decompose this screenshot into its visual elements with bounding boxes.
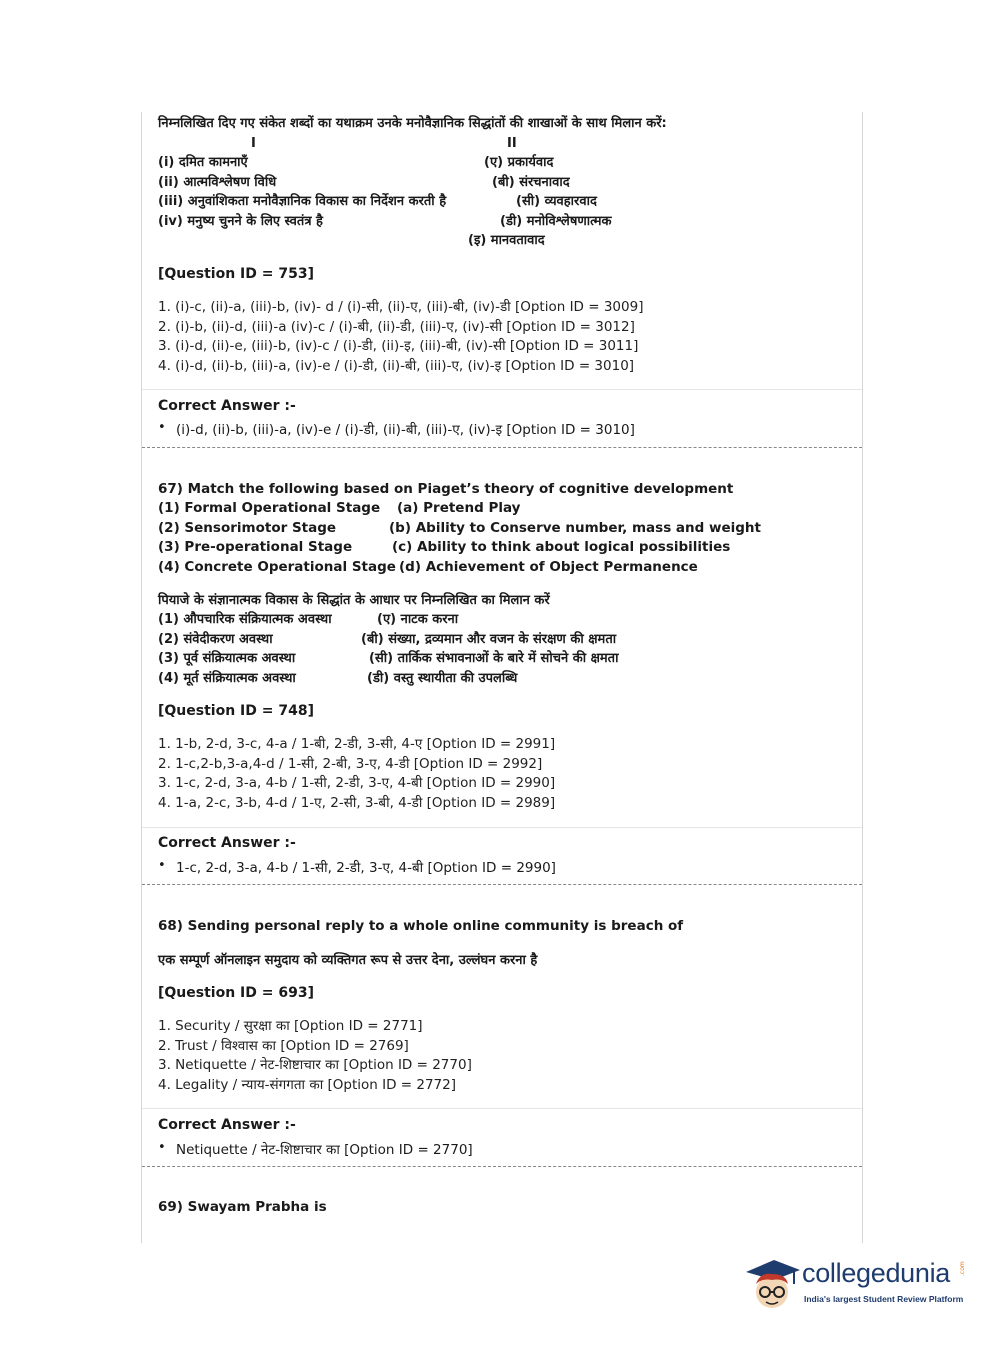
right-item: (बी) संख्या, द्रव्यमान और वजन के संरक्षण की क्षमता bbox=[361, 632, 617, 647]
question-title: 67) Match the following based on Piaget’s theory of cognitive development bbox=[158, 481, 734, 497]
bullet-icon: • bbox=[158, 1140, 166, 1155]
option-item: 1. (i)-c, (ii)-a, (iii)-b, (iv)- d / (i)-सी, (ii)-ए, (iii)-बी, (iv)-डी [Option ID = 3009] bbox=[158, 299, 644, 315]
left-item: (iv) मनुष्य चुनने के लिए स्वतंत्र है bbox=[158, 214, 323, 229]
bullet-icon: • bbox=[158, 858, 166, 873]
option-item: 1. Security / सुरक्षा का [Option ID = 2771] bbox=[158, 1018, 423, 1034]
option-item: 4. (i)-d, (ii)-b, (iii)-a, (iv)-e / (i)-डी, (ii)-बी, (iii)-ए, (iv)-इ [Option ID = 3010] bbox=[158, 358, 635, 374]
option-item: 4. 1-a, 2-c, 3-b, 4-d / 1-ए, 2-सी, 3-बी, 4-डी [Option ID = 2989] bbox=[158, 795, 556, 811]
divider bbox=[142, 389, 862, 390]
left-item: (1) Formal Operational Stage bbox=[158, 500, 381, 516]
right-item: (d) Achievement of Object Permanence bbox=[399, 559, 698, 575]
left-item: (2) Sensorimotor Stage bbox=[158, 520, 337, 536]
question-id: [Question ID = 748] bbox=[158, 703, 314, 719]
brand-tagline: India's largest Student Review Platform bbox=[804, 1294, 964, 1304]
option-item: 1. 1-b, 2-d, 3-c, 4-a / 1-बी, 2-डी, 3-सी, 4-ए [Option ID = 2991] bbox=[158, 736, 556, 752]
question-title-hindi: एक सम्पूर्ण ऑनलाइन समुदाय को व्यक्तिगत रूप से उत्तर देना, उल्लंघन करना है bbox=[158, 953, 538, 968]
graduate-mascot-icon bbox=[742, 1254, 802, 1314]
right-item: (सी) व्यवहारवाद bbox=[516, 194, 597, 209]
left-item: (4) Concrete Operational Stage bbox=[158, 559, 396, 575]
right-item: (बी) संरचनावाद bbox=[492, 175, 570, 190]
divider bbox=[142, 827, 862, 828]
left-item: (2) संवेदीकरण अवस्था bbox=[158, 632, 273, 647]
divider bbox=[142, 1108, 862, 1109]
right-item: (ए) प्रकार्यवाद bbox=[484, 155, 554, 170]
option-item: 2. Trust / विश्वास का [Option ID = 2769] bbox=[158, 1038, 409, 1054]
question-separator bbox=[142, 447, 862, 448]
brand-name: collegedunia bbox=[802, 1258, 951, 1288]
question-title-hindi: पियाजे के संज्ञानात्मक विकास के सिद्धांत के आधार पर निम्नलिखित का मिलान करें bbox=[158, 593, 550, 608]
right-item: (a) Pretend Play bbox=[397, 500, 521, 516]
right-item: (इ) मानवतावाद bbox=[468, 233, 545, 248]
correct-answer: 1-c, 2-d, 3-a, 4-b / 1-सी, 2-डी, 3-ए, 4-बी [Option ID = 2990] bbox=[176, 860, 556, 876]
right-item: (डी) मनोविश्लेषणात्मक bbox=[500, 214, 612, 229]
column-head-2: II bbox=[507, 136, 517, 151]
left-item: (iii) अनुवांशिकता मनोवैज्ञानिक विकास का निर्देशन करती है bbox=[158, 194, 447, 209]
right-item: (c) Ability to think about logical possibilities bbox=[392, 539, 731, 555]
correct-answer: (i)-d, (ii)-b, (iii)-a, (iv)-e / (i)-डी, (ii)-बी, (iii)-ए, (iv)-इ [Option ID = 3010] bbox=[176, 422, 635, 438]
question-id: [Question ID = 753] bbox=[158, 266, 314, 282]
correct-answer-label: Correct Answer :- bbox=[158, 398, 296, 414]
option-item: 2. 1-c,2-b,3-a,4-d / 1-सी, 2-बी, 3-ए, 4-डी [Option ID = 2992] bbox=[158, 756, 543, 772]
option-item: 2. (i)-b, (ii)-d, (iii)-a (iv)-c / (i)-बी, (ii)-डी, (iii)-ए, (iv)-सी [Option ID = 3012] bbox=[158, 319, 635, 335]
question-intro-hindi: निम्नलिखित दिए गए संकेत शब्दों का यथाक्रम उनके मनोवैज्ञानिक सिद्धांतों की शाखाओं के साथ मिलान करें: bbox=[158, 116, 667, 131]
question-separator bbox=[142, 884, 862, 885]
right-item: (ए) नाटक करना bbox=[377, 612, 459, 627]
right-item: (डी) वस्तु स्थायीता की उपलब्धि bbox=[367, 671, 518, 686]
left-item: (ii) आत्मविश्लेषण विधि bbox=[158, 175, 277, 190]
question-title: 68) Sending personal reply to a whole online community is breach of bbox=[158, 918, 684, 934]
right-item: (b) Ability to Conserve number, mass and weight bbox=[389, 520, 762, 536]
correct-answer-label: Correct Answer :- bbox=[158, 1117, 296, 1133]
question-sheet bbox=[141, 112, 863, 1243]
column-head-1: I bbox=[251, 136, 256, 151]
right-item: (सी) तार्किक संभावनाओं के बारे में सोचने की क्षमता bbox=[369, 651, 619, 666]
correct-answer: Netiquette / नेट-शिष्टाचार का [Option ID = 2770] bbox=[176, 1142, 473, 1158]
option-item: 3. Netiquette / नेट-शिष्टाचार का [Option ID = 2770] bbox=[158, 1057, 472, 1073]
brand-suffix: .com bbox=[959, 1261, 966, 1276]
left-item: (i) दमित कामनाएँ bbox=[158, 155, 248, 170]
question-id: [Question ID = 693] bbox=[158, 985, 314, 1001]
left-item: (3) पूर्व संक्रियात्मक अवस्था bbox=[158, 651, 296, 666]
correct-answer-label: Correct Answer :- bbox=[158, 835, 296, 851]
option-item: 3. 1-c, 2-d, 3-a, 4-b / 1-सी, 2-डी, 3-ए, 4-बी [Option ID = 2990] bbox=[158, 775, 556, 791]
option-item: 4. Legality / न्याय-संगगता का [Option ID = 2772] bbox=[158, 1077, 457, 1093]
option-item: 3. (i)-d, (ii)-e, (iii)-b, (iv)-c / (i)-डी, (ii)-इ, (iii)-बी, (iv)-सी [Option ID = 3011] bbox=[158, 338, 639, 354]
left-item: (3) Pre-operational Stage bbox=[158, 539, 353, 555]
question-title: 69) Swayam Prabha is bbox=[158, 1199, 327, 1215]
bullet-icon: • bbox=[158, 420, 166, 435]
left-item: (1) औपचारिक संक्रियात्मक अवस्था bbox=[158, 612, 332, 627]
left-item: (4) मूर्त संक्रियात्मक अवस्था bbox=[158, 671, 296, 686]
collegedunia-logo[interactable] bbox=[742, 1250, 972, 1320]
question-separator bbox=[142, 1166, 862, 1167]
